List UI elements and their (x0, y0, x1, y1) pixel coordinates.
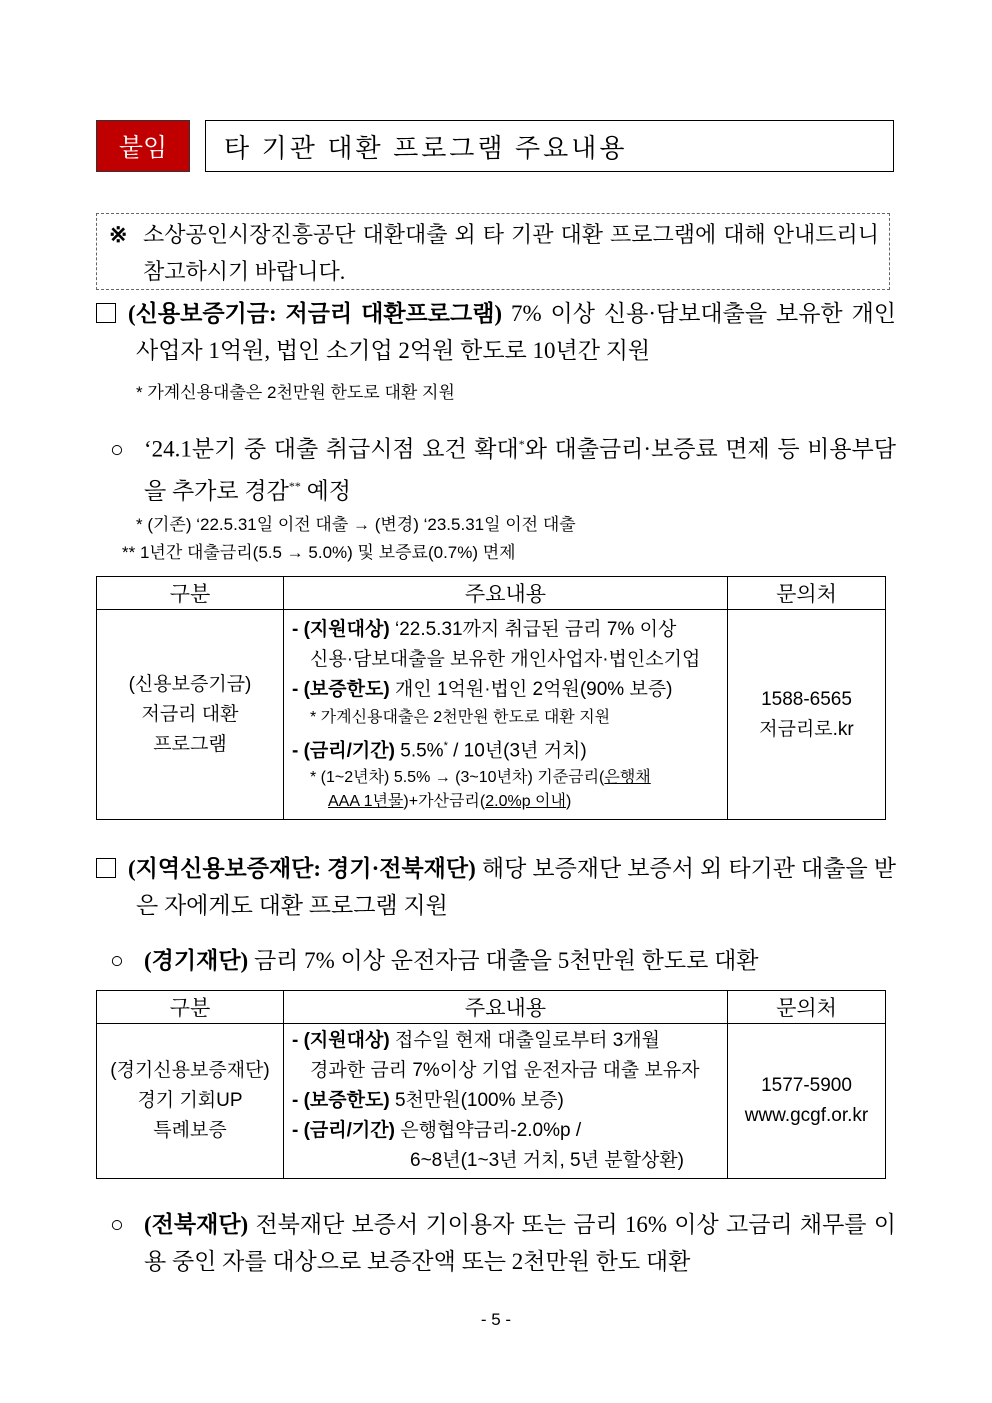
circle-bullet-icon: ○ (110, 948, 124, 973)
bullet-text: 금리 7% 이상 운전자금 대출을 5천만원 한도로 대환 (248, 948, 759, 973)
footnote-mark: * (518, 437, 525, 451)
circle-bullet-icon: ○ (110, 1212, 124, 1237)
section1-heading (96, 295, 896, 369)
item-label: - (보증한도) (292, 678, 390, 700)
footnote-2: ** 1년간 대출금리(5.5 → 5.0%) 및 보증료(0.7%) 면제 (122, 543, 516, 562)
notice-text: 소상공인시장진흥공단 대환대출 외 타 기관 대환 프로그램에 대해 안내드리니 참고하시기 바랍니다. (143, 222, 879, 284)
note-part: )+가산금리( (403, 793, 486, 811)
item-text: / 10년(3년 거치) (447, 740, 587, 762)
content-cell (284, 610, 728, 820)
col-header: 문의처 (728, 991, 886, 1024)
item-text: 은행협약금리-2.0%p / (394, 1120, 582, 1141)
item-label: - (금리/기간) (292, 740, 395, 762)
circle-bullet-icon: ○ (110, 436, 124, 462)
col-header: 구분 (97, 577, 284, 610)
item-label: - (금리/기간) (292, 1120, 395, 1141)
contact-website: 저금리로.kr (759, 718, 854, 740)
item-text: 신용·담보대출을 보유한 개인사업자·법인소기업 (310, 648, 701, 670)
contact-phone: 1577-5900 (761, 1075, 852, 1096)
category-line: 저금리 대환 (141, 703, 239, 725)
category-line: (신용보증기금) (128, 673, 252, 695)
square-bullet-icon (96, 303, 116, 323)
attachment-tag: 붙임 (96, 120, 190, 172)
footnote-mark: ** (288, 478, 301, 493)
section1-heading-text: 7% 이상 신용·담보대출을 보유한 개인사업자 1억원, 법인 소기업 2억원 한도로 10년간 지원 (136, 301, 897, 363)
col-header: 주요내용 (284, 577, 728, 610)
reference-mark-icon: ※ (109, 222, 128, 247)
item-text: 접수일 현재 대출일로부터 3개월 (389, 1030, 660, 1051)
category-cell (97, 1024, 284, 1179)
footnote-mark: * (443, 739, 448, 752)
item-text: 6~8년(1~3년 거치, 5년 분할상환) (410, 1150, 684, 1171)
section2-bullet-2 (110, 1206, 896, 1280)
category-line: (경기신용보증재단) (110, 1060, 270, 1081)
item-text: 5천만원(100% 보증) (389, 1090, 564, 1111)
item-text: 경과한 금리 7%이상 기업 운전자금 대출 보유자 (310, 1060, 700, 1081)
bullet-text: 전북재단 보증서 기이용자 또는 금리 16% 이상 고금리 채무를 이용 중인 자를 대상으로 보증잔액 또는 2천만원 한도 대환 (144, 1212, 896, 1274)
section2-heading (96, 850, 896, 924)
col-header: 구분 (97, 991, 284, 1024)
bullet-text-b: 와 대출금리·보증료 면제 등 비용부담을 추가로 경감 (144, 436, 896, 504)
section1-note: * 가계신용대출은 2천만원 한도로 대환 지원 (136, 383, 455, 402)
contact-phone: 1588-6565 (761, 688, 852, 710)
section2-heading-text: 해당 보증재단 보증서 외 타기관 대출을 받은 자에게도 대환 프로그램 지원 (136, 856, 896, 918)
col-header: 문의처 (728, 577, 886, 610)
bullet-text-a: ‘24.1분기 중 대출 취급시점 요건 확대 (144, 436, 519, 462)
item-note: * 가계신용대출은 2천만원 한도로 대환 지원 (310, 708, 611, 726)
section1-bullet (110, 426, 896, 509)
category-line: 특례보증 (153, 1120, 227, 1141)
note-part: AAA 1년물 (328, 793, 404, 811)
section2-heading-bold: (지역신용보증재단: 경기·전북재단) (128, 856, 476, 881)
footnote-1: * (기존) ‘22.5.31일 이전 대출 → (변경) ‘23.5.31일 이전 대출 (136, 515, 576, 534)
category-cell (97, 610, 284, 820)
contact-cell (728, 1024, 886, 1179)
item-note (292, 766, 719, 814)
table-gcgf (96, 990, 886, 1179)
bullet-bold: (경기재단) (144, 948, 249, 973)
col-header: 주요내용 (284, 991, 728, 1024)
content-cell (284, 1024, 728, 1179)
section1-heading-bold: (신용보증기금: 저금리 대환프로그램) (128, 301, 503, 326)
category-line: 경기 기회UP (137, 1090, 243, 1111)
item-label: - (지원대상) (292, 618, 390, 640)
bullet-text-c: 예정 (300, 478, 351, 504)
notice-box (96, 213, 890, 290)
note-part: 은행채 (604, 769, 651, 787)
square-bullet-icon (96, 858, 116, 878)
table-kodit (96, 576, 886, 820)
item-label: - (보증한도) (292, 1090, 390, 1111)
page-number: - 5 - (480, 1310, 512, 1329)
item-text: ‘22.5.31까지 취급된 금리 7% 이상 (389, 618, 677, 640)
page-title: 타 기관 대환 프로그램 주요내용 (205, 120, 894, 172)
category-line: 프로그램 (153, 733, 227, 755)
contact-cell (728, 610, 886, 820)
item-text: 개인 1억원·법인 2억원(90% 보증) (389, 678, 673, 700)
bullet-bold: (전북재단) (144, 1212, 249, 1237)
contact-website: www.gcgf.or.kr (744, 1105, 869, 1126)
note-part: ) (565, 793, 572, 811)
item-text: 5.5% (394, 740, 444, 762)
note-part: * (1~2년차) 5.5% → (3~10년차) 기준금리( (310, 769, 605, 787)
item-label: - (지원대상) (292, 1030, 390, 1051)
section2-bullet (110, 942, 896, 979)
note-part: 2.0%p 이내 (485, 793, 566, 811)
